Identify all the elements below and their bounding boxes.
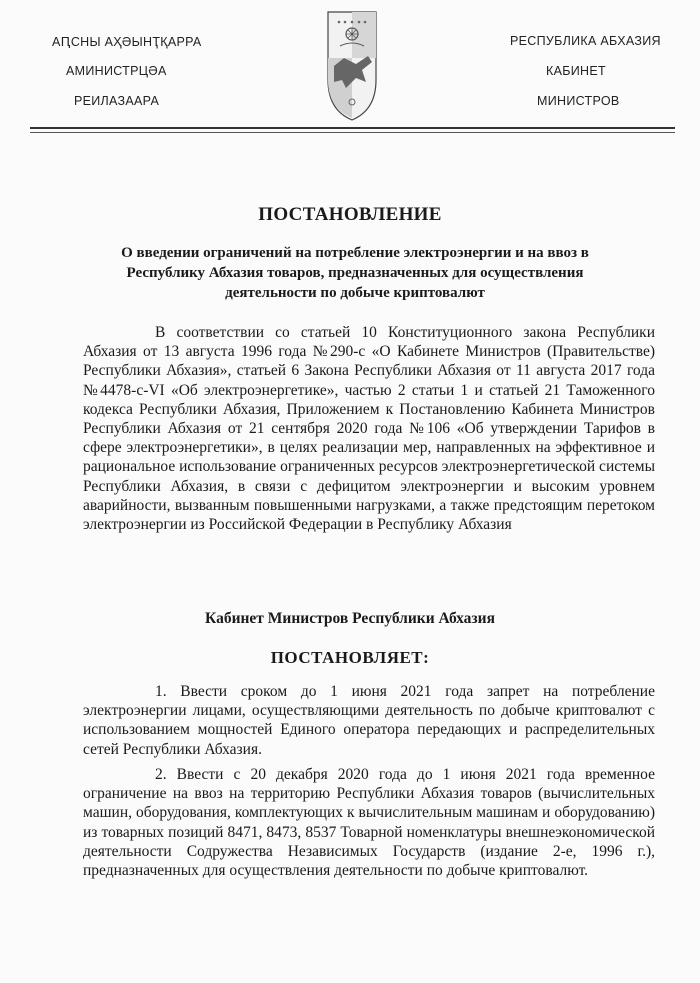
- document-subject: О введении ограничений на потребление электроэнергии и на ввоз в Республику Абхазия товаров, предназначенных для осуществления деятельности по добыче криптовалют: [121, 245, 589, 301]
- header-divider-thin: [30, 132, 675, 133]
- coat-of-arms-icon: [326, 10, 378, 122]
- issuing-body: Кабинет Министров Республики Абхазия: [205, 610, 495, 627]
- header-right-line-2: КАБИНЕТ: [546, 64, 606, 78]
- header-left-line-3: РЕИЛАЗААРА: [74, 94, 160, 108]
- resolves-heading: ПОСТАНОВЛЯЕТ:: [270, 648, 430, 667]
- header-left-line-2: АМИНИСТРЦӘА: [66, 64, 167, 78]
- preamble-paragraph: В соответствии со статьей 10 Конституционного закона Республики Абхазия от 13 августа 1996 года №290-с «О Кабинете Министров (Правительстве) Республики Абхазия», статьей 6 Закона Республики Абхазия от 11 августа 2017 года №4478-с-VI «Об электроэнергетике», частью 2 статьи 1 и статьей 21 Таможенного кодекса Республики Абхазия, Приложением к Постановлению Кабинета Министров Республики Абхазия от 21 сентября 2020 года №106 «Об утверждении Тарифов в сфере электроэнергетики», в целях реализации мер, направленных на эффективное и рациональное использование ограниченных ресурсов электроэнергетической системы Республики Абхазия, в связи с дефицитом электроэнергии и высоким уровнем аварийности, вызванным повышенными нагрузками, а также предстоящим перетоком электроэнергии из Российской Федерации в Республику Абхазия: [83, 324, 655, 534]
- header-divider-thick: [30, 127, 675, 129]
- header-right-line-1: РЕСПУБЛИКА АБХАЗИЯ: [510, 34, 661, 48]
- document-title: ПОСТАНОВЛЕНИЕ: [258, 204, 442, 225]
- header-left-line-1: АԤСНЫ АҲӘЫНҬҚАРРА: [52, 35, 202, 49]
- resolution-item-1: 1. Ввести сроком до 1 июня 2021 года запрет на потребление электроэнергии лицами, осуществляющими деятельность по добыче криптовалют с использованием мощностей Единого оператора передающих и распределительных сетей Республики Абхазия.: [83, 683, 655, 758]
- header-right-line-3: МИНИСТРОВ: [537, 94, 620, 108]
- resolution-item-2: 2. Ввести с 20 декабря 2020 года до 1 июня 2021 года временное ограничение на ввоз на территорию Республики Абхазия товаров (вычислительных машин, оборудования, комплектующих к вычислительным машинам и оборудованию) из товарных позиций 8471, 8473, 8537 Товарной номенклатуры внешнеэкономической деятельности Содружества Независимых Государств (издание 2-е, 1996 г.), предназначенных для осуществления деятельности по добыче криптовалют.: [83, 766, 655, 880]
